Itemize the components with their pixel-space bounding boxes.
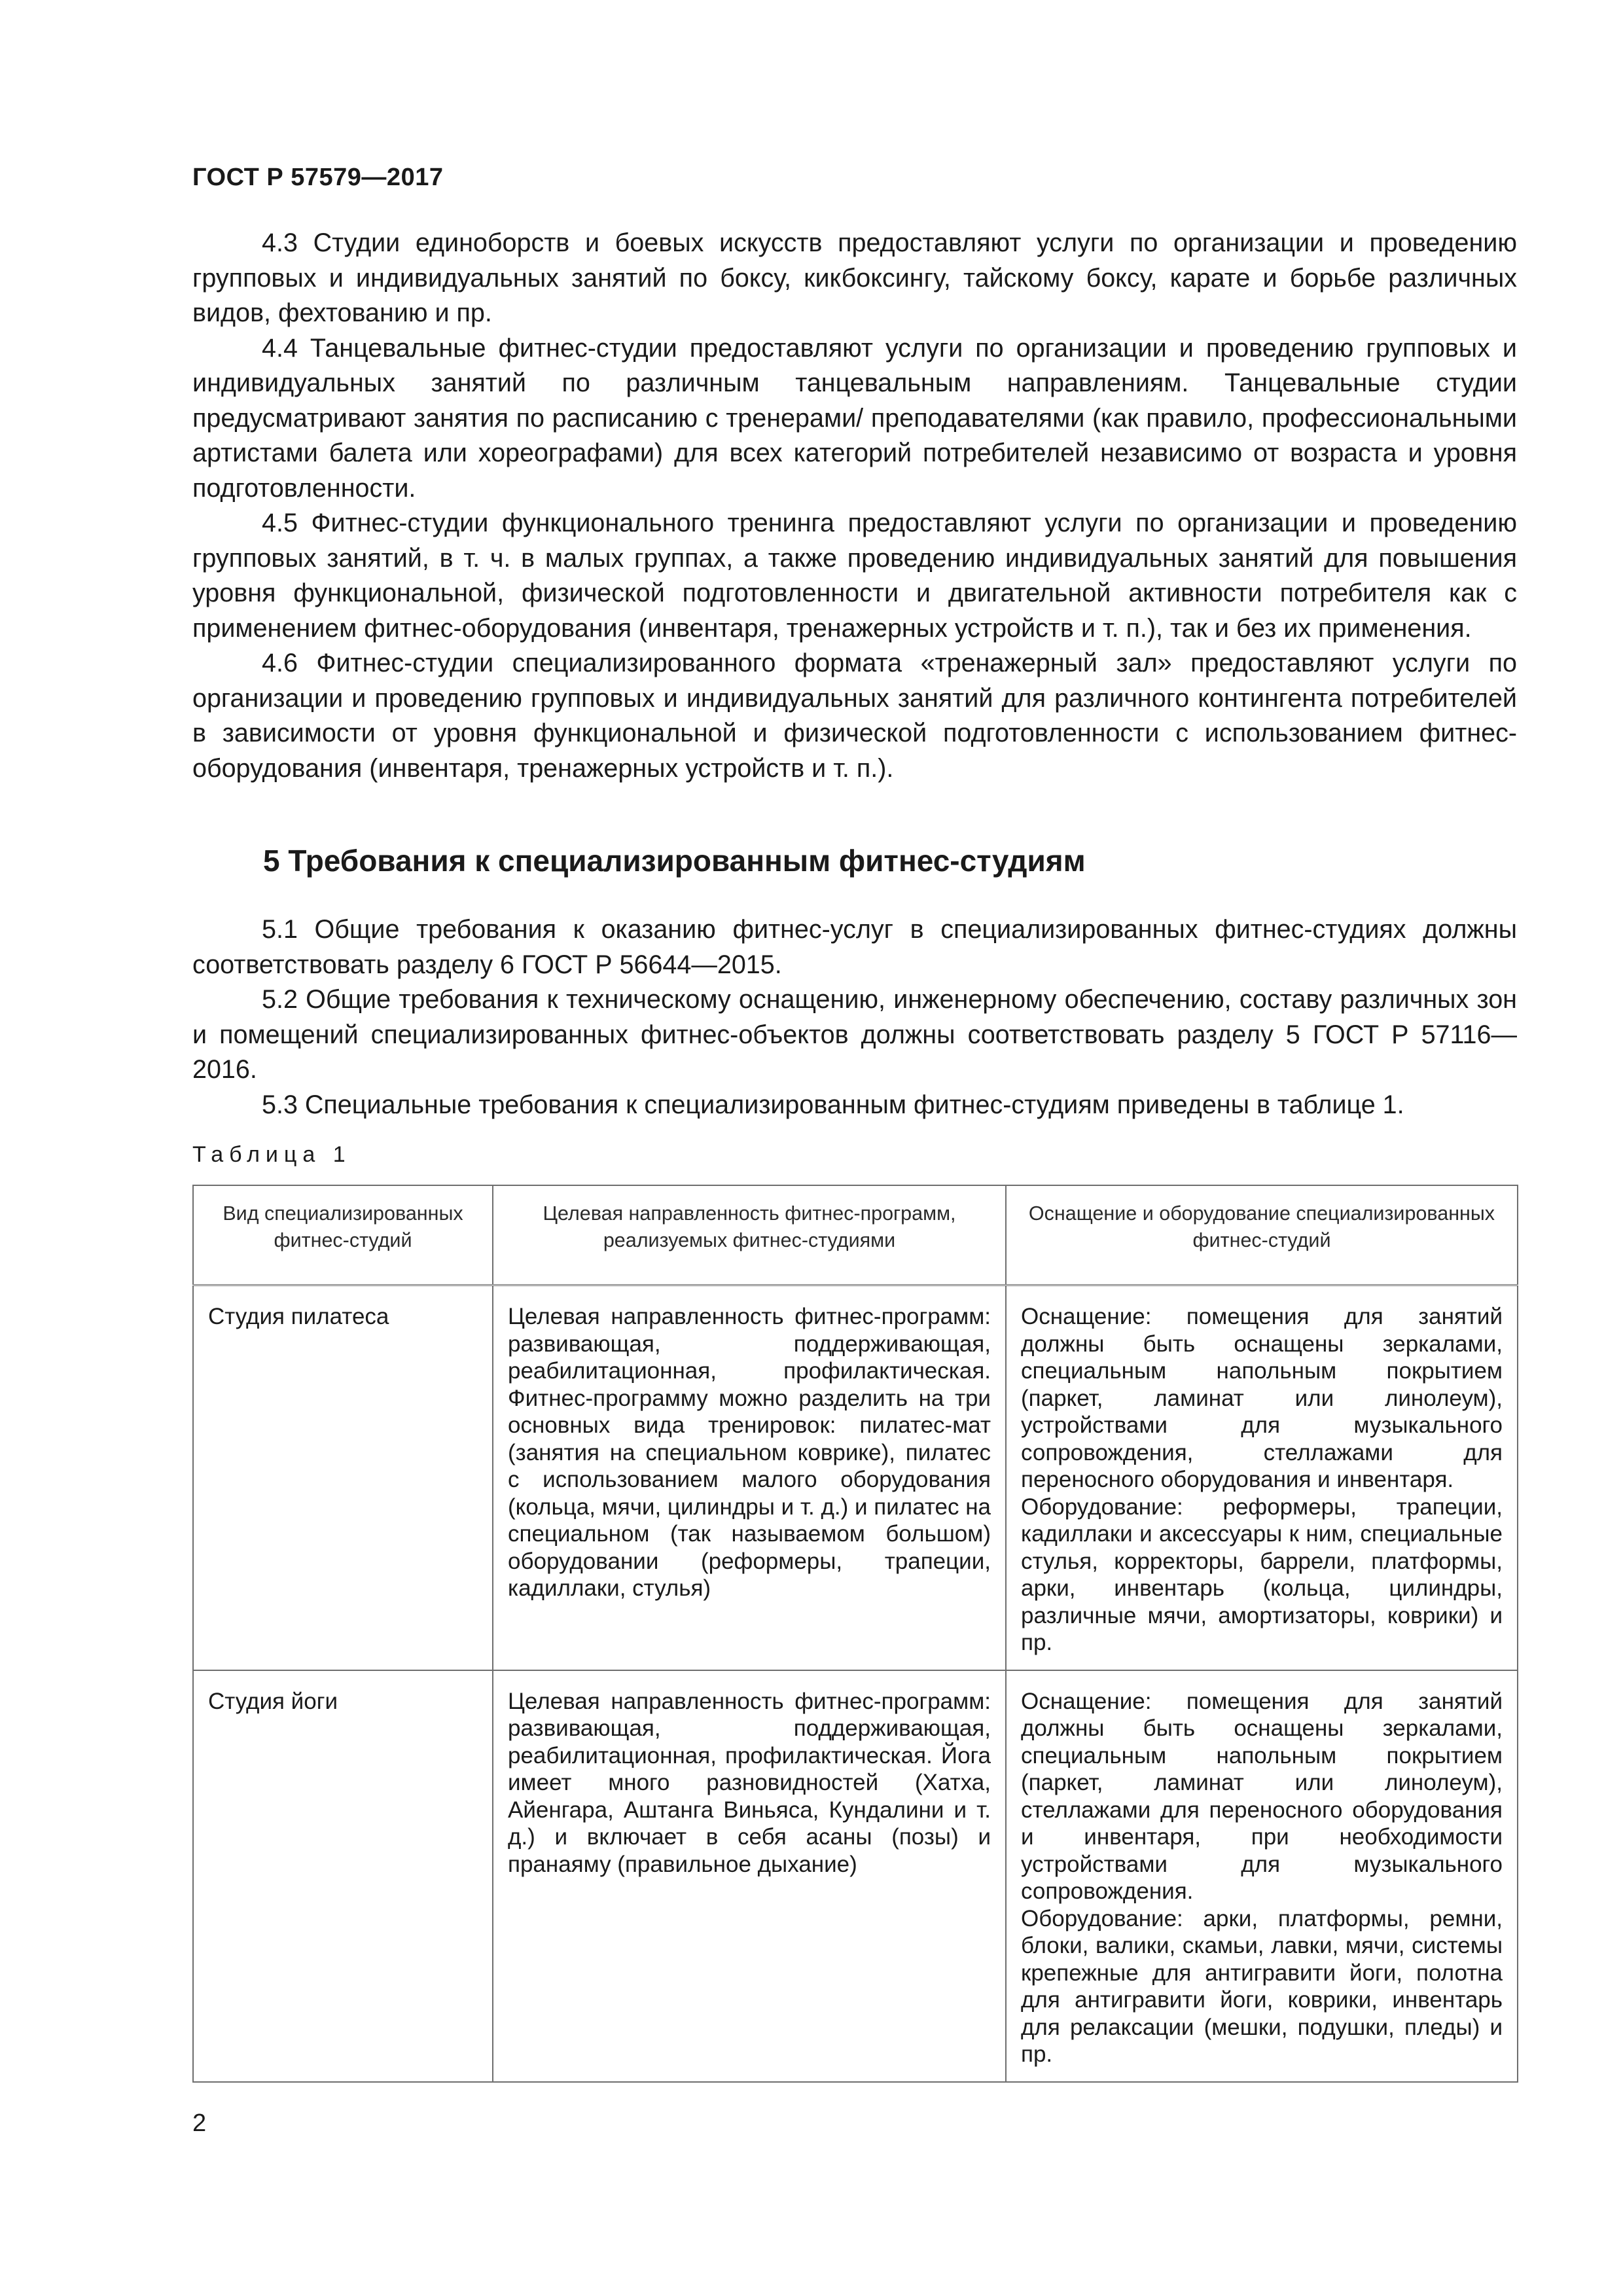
document-code-header: ГОСТ Р 57579—2017	[192, 164, 444, 191]
equipment-fitout-text: Оснащение: помещения для занятий должны быть оснащены зеркалами, специальным напольным покрытием (паркет, ламинат или линолеум), стеллажами для переносного оборудования и инвентаря, при необходимости устройствами для музыкального сопровождения.	[1021, 1688, 1503, 1904]
equipment-cell	[1006, 1670, 1518, 2082]
section-5-paragraphs	[192, 912, 1517, 1122]
header-equipment: Оснащение и оборудование специализированных фитнес-студий	[1006, 1185, 1518, 1285]
equipment-cell	[1006, 1285, 1518, 1670]
program-focus-cell: Целевая направленность фитнес-программ: развивающая, поддерживающая, реабилитационная, профилактическая. Фитнес-программу можно разделить на три основных вида тренировок: пилатес-мат (занятия на специальном коврике), пилатес с использованием малого оборудования (кольца, мячи, цилиндры и т. д.) и пилатес на специальном (так называемом большом) оборудовании (реформеры, трапеции, кадиллаки, стулья)	[493, 1285, 1006, 1670]
requirements-table	[192, 1185, 1518, 2083]
section-5-title: 5 Требования к специализированным фитнес-студиям	[263, 844, 1086, 878]
table-caption: Таблица 1	[192, 1142, 351, 1167]
clause-4-paragraphs	[192, 226, 1517, 786]
table-row	[193, 1285, 1518, 1670]
equipment-fitout-text: Оснащение: помещения для занятий должны быть оснащены зеркалами, специальным напольным покрытием (паркет, ламинат или линолеум), устройствами для музыкального сопровождения, стеллажами для переносного оборудования и инвентаря.	[1021, 1304, 1503, 1492]
header-studio-type: Вид специализированных фитнес-студий	[193, 1185, 493, 1285]
paragraph-5-2: 5.2 Общие требования к техническому оснащению, инженерному обеспечению, составу различных зон и помещений специализированных фитнес-объектов должны соответствовать разделу 5 ГОСТ Р 57116—2016.	[192, 985, 1517, 1084]
paragraph-4-4: 4.4 Танцевальные фитнес-студии предоставляют услуги по организации и проведению групповых и индивидуальных занятий по различным танцевальным направлениям. Танцевальные студии предусматривают занятия по расписанию с тренерами/ преподавателями (как правило, профессиональными артистами балета или хореографами) для всех категорий потребителей независимо от возраста и уровня подготовленности.	[192, 333, 1517, 503]
header-program-focus: Целевая направленность фитнес-программ, реализуемых фитнес-студиями	[493, 1185, 1006, 1285]
table-row	[193, 1670, 1518, 2082]
paragraph-5-3: 5.3 Специальные требования к специализированным фитнес-студиям приведены в таблице 1.	[262, 1090, 1404, 1119]
table-header-row	[193, 1185, 1518, 1285]
page-number: 2	[192, 2109, 207, 2137]
studio-name-cell: Студия пилатеса	[193, 1285, 493, 1670]
studio-name-cell: Студия йоги	[193, 1670, 493, 2082]
paragraph-4-5: 4.5 Фитнес-студии функционального тренинга предоставляют услуги по организации и проведению групповых занятий, в т. ч. в малых группах, а также проведению индивидуальных занятий для повышения уровня функциональной, физической подготовленности и двигательной активности потребителя как с применением фитнес-оборудования (инвентаря, тренажерных устройств и т. п.), так и без их применения.	[192, 509, 1517, 643]
equipment-items-text: Оборудование: арки, платформы, ремни, блоки, валики, скамьи, лавки, мячи, системы крепежные для антигравити йоги, полотна для антигравити йоги, коврики, инвентарь для релаксации (мешки, подушки, пледы) и пр.	[1021, 1905, 1503, 2067]
equipment-items-text: Оборудование: реформеры, трапеции, кадиллаки и аксессуары к ним, специальные стулья, корректоры, баррели, платформы, арки, инвентарь (кольца, цилиндры, различные мячи, амортизаторы, коврики) и пр.	[1021, 1494, 1503, 1655]
paragraph-5-1: 5.1 Общие требования к оказанию фитнес-услуг в специализированных фитнес-студиях должны соответствовать разделу 6 ГОСТ Р 56644—2015.	[192, 915, 1517, 979]
paragraph-4-3: 4.3 Студии единоборств и боевых искусств предоставляют услуги по организации и проведению групповых и индивидуальных занятий по боксу, кикбоксингу, тайскому боксу, карате и борьбе различных видов, фехтованию и пр.	[192, 228, 1517, 327]
program-focus-cell: Целевая направленность фитнес-программ: развивающая, поддерживающая, реабилитационная, профилактическая. Йога имеет много разновидностей (Хатха, Айенгара, Аштанга Виньяса, Кундалини и т. д.) и включает в себя асаны (позы) и пранаяму (правильное дыхание)	[493, 1670, 1006, 2082]
paragraph-4-6: 4.6 Фитнес-студии специализированного формата «тренажерный зал» предоставляют услуги по организации и проведению групповых и индивидуальных занятий для различного контингента потребителей в зависимости от уровня функциональной и физической подготовленности с использованием фитнес-оборудования (инвентаря, тренажерных устройств и т. п.).	[192, 649, 1517, 783]
